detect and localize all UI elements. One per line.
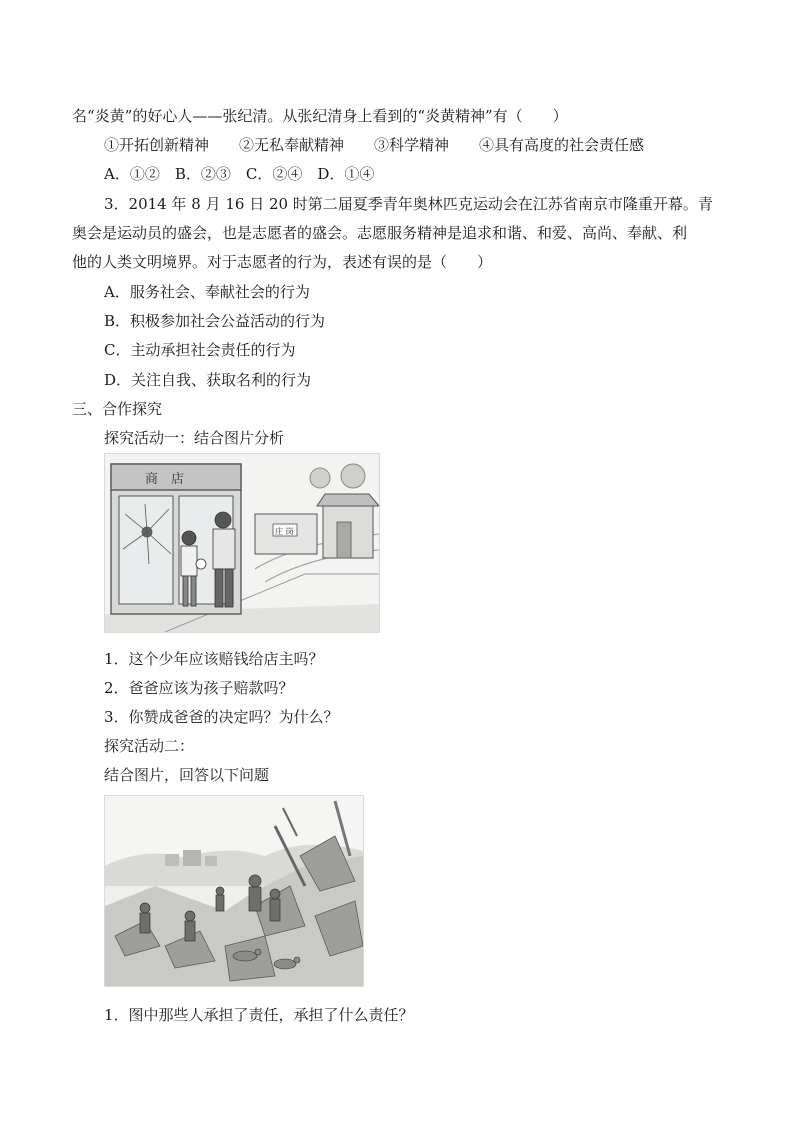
options-line: ①开拓创新精神 ②无私奉献精神 ③科学精神 ④具有高度的社会责任感 (104, 136, 645, 154)
activity-2-instruction: 结合图片，回答以下问题 (104, 766, 270, 784)
activity-1-question-1: 1．这个少年应该赔钱给店主吗？ (104, 650, 324, 668)
activity-1-question-3: 3．你赞成爸爸的决定吗？为什么？ (104, 708, 339, 726)
shop-window-illustration (104, 453, 380, 633)
activity-2-question-1: 1．图中那些人承担了责任，承担了什么责任？ (104, 1006, 414, 1024)
text-line: 名“炎黄”的好心人——张纪清。从张纪清身上看到的“炎黄精神”有（ ） (72, 107, 568, 125)
activity-1-question-2: 2．爸爸应该为孩子赔款吗？ (104, 679, 294, 697)
text-line: 他的人类文明境界。对于志愿者的行为，表述有误的是（ ） (72, 253, 493, 271)
choice-d: D．关注自我、获取名利的行为 (104, 371, 312, 389)
section-heading: 三、合作探究 (72, 400, 163, 418)
activity-2-title: 探究活动二： (104, 737, 195, 755)
activity-1-title: 探究活动一：结合图片分析 (104, 429, 285, 447)
rescue-scene-illustration (104, 795, 364, 987)
choice-b: B．积极参加社会公益活动的行为 (104, 312, 326, 330)
choice-c: C．主动承担社会责任的行为 (104, 341, 296, 359)
choice-a: A．服务社会、奉献社会的行为 (104, 283, 310, 301)
question-3-line: 3．2014 年 8 月 16 日 20 时第二届夏季青年奥林匹克运动会在江苏省南京市隆重开幕。青 (104, 195, 713, 213)
gate-sign: 庄 岗 (275, 527, 294, 536)
text-line: 奥会是运动员的盛会，也是志愿者的盛会。志愿服务精神是追求和谐、和爱、高尚、奉献、利 (72, 224, 688, 242)
answer-choices: A．①② B．②③ C．②④ D．①④ (104, 165, 375, 183)
shop-sign: 商 店 (145, 472, 185, 487)
